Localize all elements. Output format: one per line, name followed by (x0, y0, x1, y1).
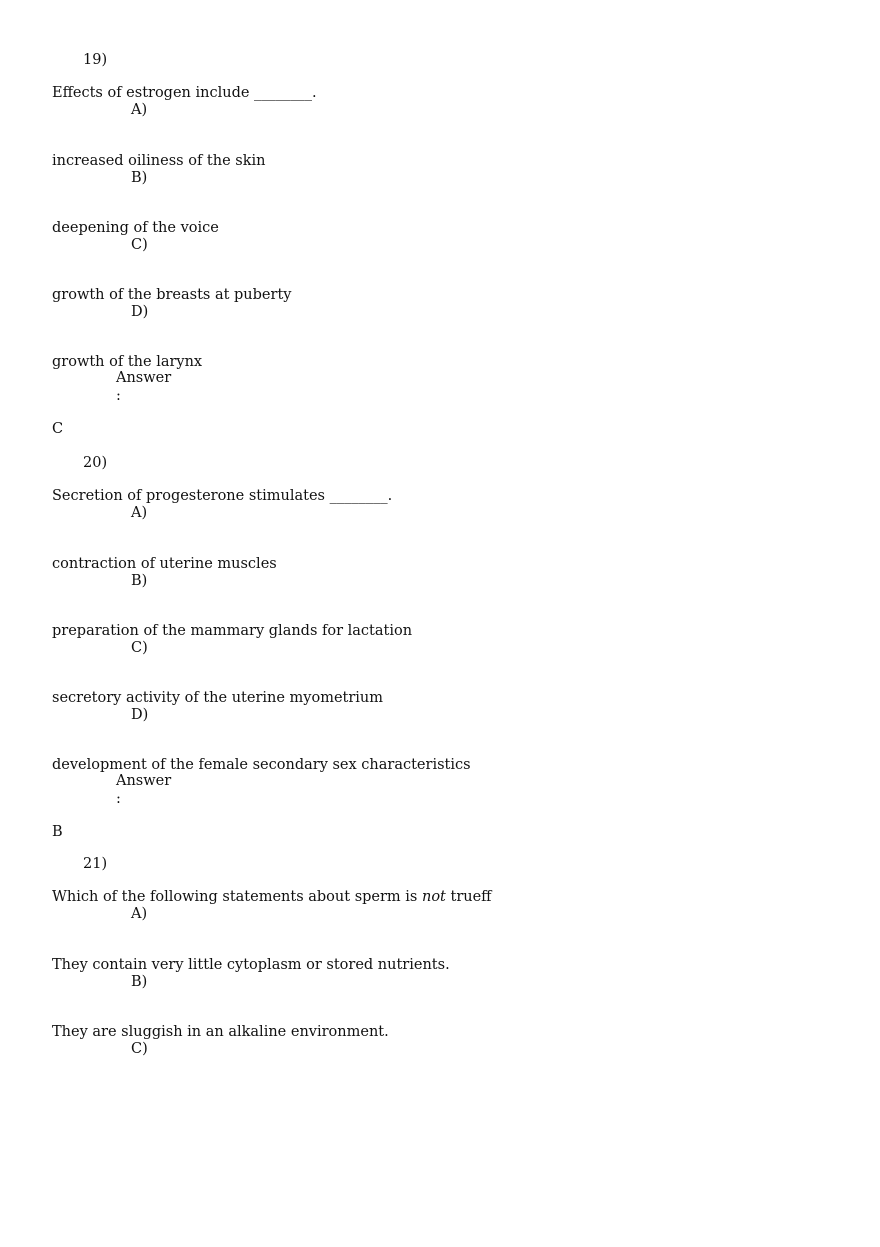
question-text-part: Secretion of progesterone stimulates ________. (52, 488, 393, 504)
option-text: contraction of uterine muscles (52, 556, 277, 572)
question-text-part: Which of the following statements about sperm is (52, 889, 422, 905)
option-text: deepening of the voice (52, 220, 219, 236)
question-text (52, 888, 491, 906)
option-letter: A) (131, 906, 148, 922)
option-letter: B) (131, 573, 148, 589)
option-text: development of the female secondary sex characteristics (52, 757, 471, 773)
option-letter: B) (131, 974, 148, 990)
question-text-part: trueff (445, 889, 492, 905)
option-text: preparation of the mammary glands for lactation (52, 623, 413, 639)
option-text: secretory activity of the uterine myometrium (52, 690, 384, 706)
question-number: 21) (83, 856, 108, 872)
question-number: 19) (83, 52, 108, 68)
answer-label: Answer (116, 370, 172, 386)
question-text-part: Effects of estrogen include ________. (52, 85, 317, 101)
answer-value: C (52, 421, 64, 437)
question-text (52, 487, 392, 505)
option-text: growth of the larynx (52, 354, 203, 370)
option-letter: C) (131, 1041, 148, 1057)
question-text-emphasis: not (421, 889, 446, 905)
option-letter: A) (131, 505, 148, 521)
answer-colon: : (116, 388, 121, 404)
option-letter: C) (131, 640, 148, 656)
option-text: They contain very little cytoplasm or stored nutrients. (52, 957, 450, 973)
answer-label: Answer (116, 773, 172, 789)
option-letter: B) (131, 170, 148, 186)
option-letter: D) (131, 707, 149, 723)
option-letter: C) (131, 237, 148, 253)
option-letter: A) (131, 102, 148, 118)
question-number: 20) (83, 455, 108, 471)
question-text (52, 84, 317, 102)
option-text: growth of the breasts at puberty (52, 287, 292, 303)
option-text: They are sluggish in an alkaline environment. (52, 1024, 389, 1040)
answer-value: B (52, 824, 63, 840)
option-text: increased oiliness of the skin (52, 153, 266, 169)
option-letter: D) (131, 304, 149, 320)
answer-colon: : (116, 791, 121, 807)
